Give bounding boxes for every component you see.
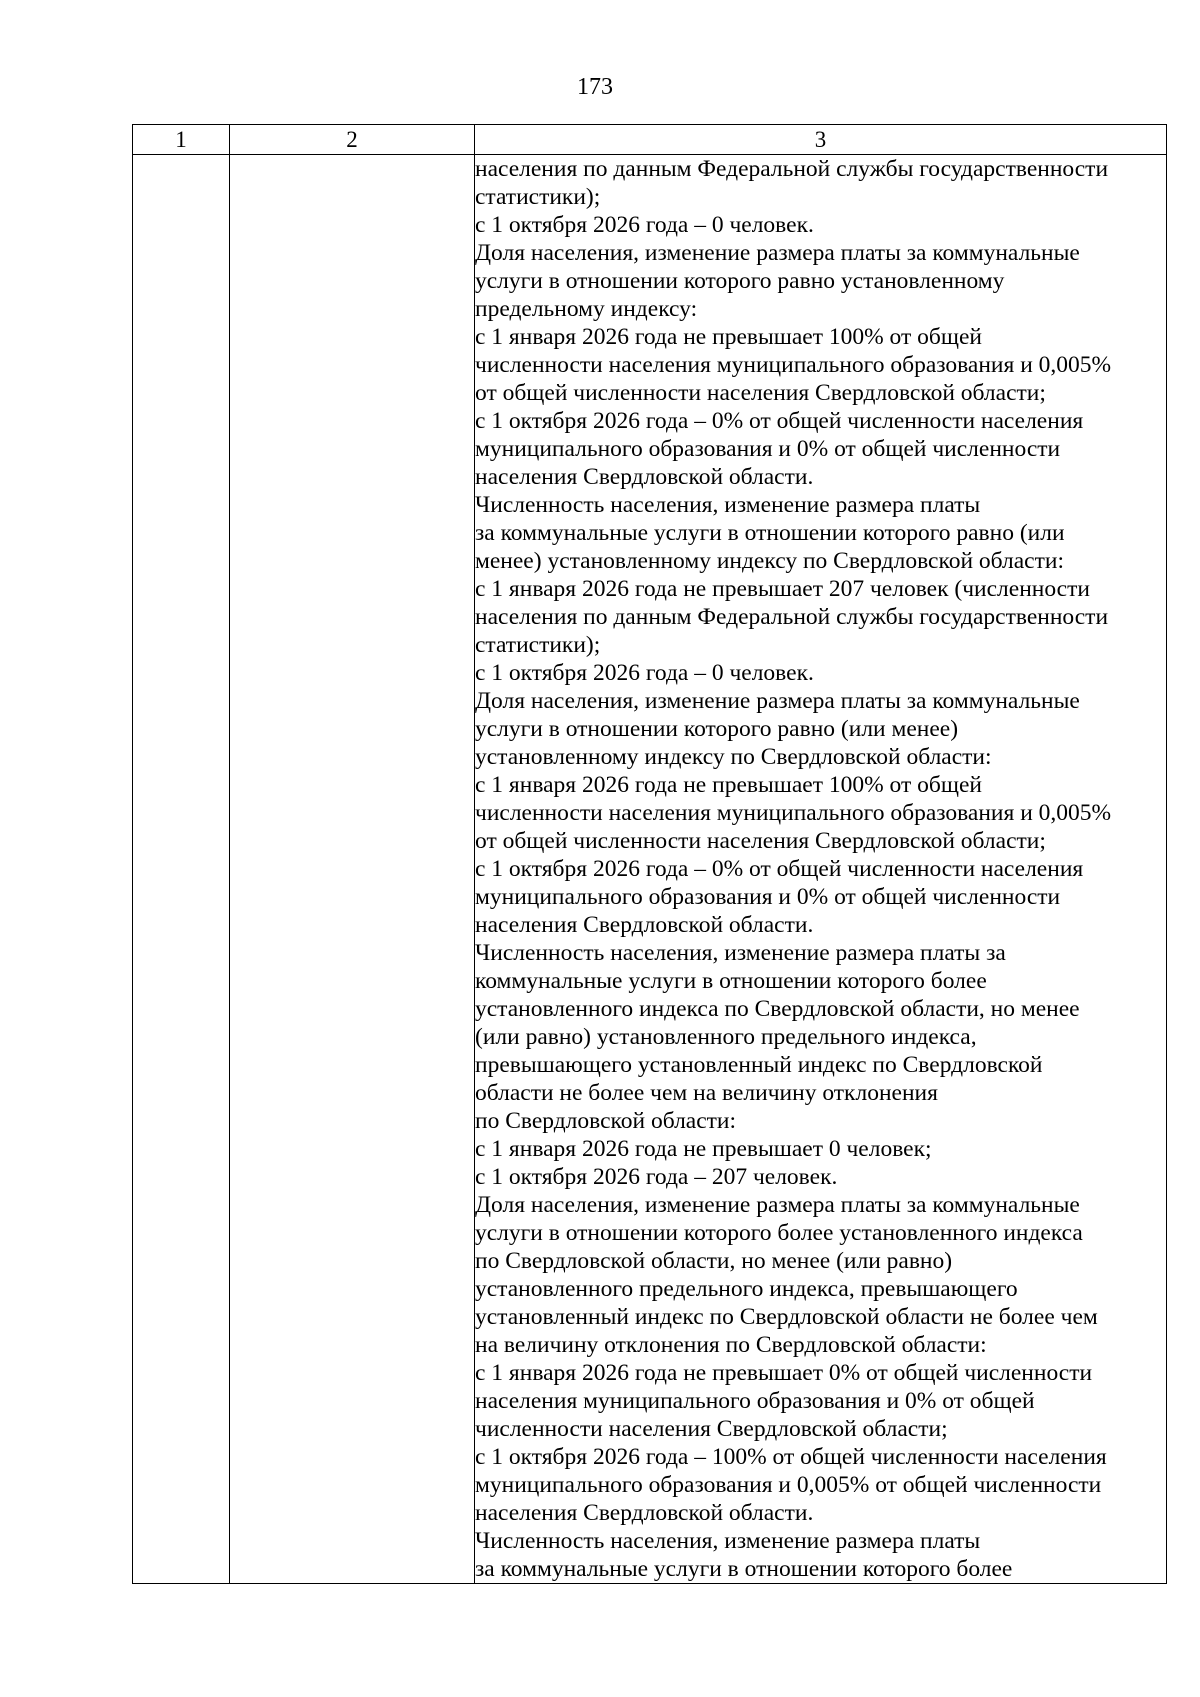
text-line: муниципального образования и 0% от общей численности [475, 884, 1061, 910]
text-line: с 1 января 2026 года не превышает 0 человек; [475, 1136, 932, 1162]
text-line: с 1 октября 2026 года – 0% от общей численности населения [475, 408, 1084, 434]
text-line: установленного предельного индекса, превышающего [475, 1276, 1018, 1302]
text-line: с 1 октября 2026 года – 100% от общей численности населения [475, 1444, 1107, 1470]
document-table [132, 124, 1167, 1584]
text-line: от общей численности населения Свердловской области; [475, 828, 1046, 854]
text-line: менее) установленному индексу по Свердловской области: [475, 548, 1064, 574]
text-line: с 1 января 2026 года не превышает 0% от общей численности [475, 1360, 1093, 1386]
text-line: Доля населения, изменение размера платы за коммунальные [475, 688, 1080, 714]
text-line: населения Свердловской области. [475, 464, 814, 490]
text-line: с 1 января 2026 года не превышает 207 человек (численности [475, 576, 1090, 602]
text-line: с 1 января 2026 года не превышает 100% от общей [475, 772, 982, 798]
table-header-row [133, 125, 1167, 155]
text-line: установленный индекс по Свердловской области не более чем [475, 1304, 1098, 1330]
column-header-1: 1 [133, 125, 230, 155]
text-line: численности населения Свердловской области; [475, 1416, 948, 1442]
text-line: статистики); [475, 184, 601, 210]
table-cell-col3 [475, 155, 1167, 1584]
text-line: предельному индексу: [475, 296, 698, 322]
text-line: населения муниципального образования и 0% от общей [475, 1388, 1035, 1414]
text-line: населения по данным Федеральной службы государственности [475, 156, 1109, 182]
text-line: Численность населения, изменение размера платы за [475, 940, 1006, 966]
column-header-2: 2 [230, 125, 475, 155]
text-line: статистики); [475, 632, 601, 658]
text-line: муниципального образования и 0% от общей численности [475, 436, 1061, 462]
text-line: Численность населения, изменение размера платы [475, 492, 981, 518]
text-line: численности населения муниципального образования и 0,005% [475, 800, 1112, 826]
text-line: с 1 января 2026 года не превышает 100% от общей [475, 324, 982, 350]
text-line: области не более чем на величину отклонения [475, 1080, 938, 1106]
text-line: установленному индексу по Свердловской области: [475, 744, 992, 770]
column-header-3: 3 [475, 125, 1167, 155]
text-line: услуги в отношении которого равно (или менее) [475, 716, 959, 742]
text-line: (или равно) установленного предельного индекса, [475, 1024, 977, 1050]
text-line: услуги в отношении которого равно установленному [475, 268, 1005, 294]
text-line: по Свердловской области, но менее (или равно) [475, 1248, 953, 1274]
table-row [133, 155, 1167, 1584]
text-line: за коммунальные услуги в отношении которого равно (или [475, 520, 1065, 546]
text-line: Численность населения, изменение размера платы [475, 1528, 981, 1554]
text-line: коммунальные услуги в отношении которого более [475, 968, 987, 994]
text-line: на величину отклонения по Свердловской области: [475, 1332, 987, 1358]
text-line: населения по данным Федеральной службы государственности [475, 604, 1109, 630]
text-line: превышающего установленный индекс по Свердловской [475, 1052, 1043, 1078]
table-cell-col2 [230, 155, 475, 1584]
text-line: по Свердловской области: [475, 1108, 737, 1134]
text-line: услуги в отношении которого более установленного индекса [475, 1220, 1083, 1246]
text-line: с 1 октября 2026 года – 0 человек. [475, 212, 814, 238]
text-line: населения Свердловской области. [475, 1500, 814, 1526]
text-line: с 1 октября 2026 года – 207 человек. [475, 1164, 838, 1190]
text-line: за коммунальные услуги в отношении которого более [475, 1556, 1013, 1582]
text-line: Доля населения, изменение размера платы за коммунальные [475, 1192, 1080, 1218]
text-line: муниципального образования и 0,005% от общей численности [475, 1472, 1102, 1498]
text-line: от общей численности населения Свердловской области; [475, 380, 1046, 406]
text-line: Доля населения, изменение размера платы за коммунальные [475, 240, 1080, 266]
text-line: с 1 октября 2026 года – 0% от общей численности населения [475, 856, 1084, 882]
table-cell-col1 [133, 155, 230, 1584]
page-number: 173 [577, 74, 613, 100]
text-line: численности населения муниципального образования и 0,005% [475, 352, 1112, 378]
text-line: с 1 октября 2026 года – 0 человек. [475, 660, 814, 686]
text-line: населения Свердловской области. [475, 912, 814, 938]
text-line: установленного индекса по Свердловской области, но менее [475, 996, 1080, 1022]
